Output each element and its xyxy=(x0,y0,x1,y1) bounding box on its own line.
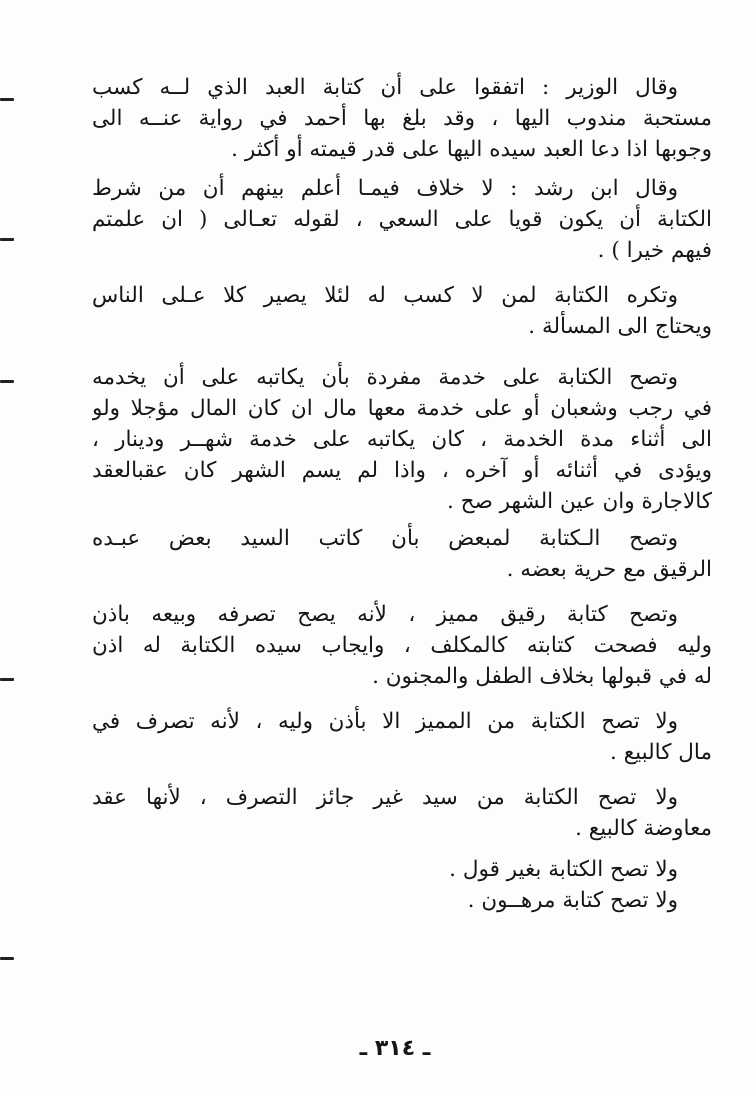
margin-mark xyxy=(0,98,14,101)
text-line: في رجب وشعبان أو على خدمة معها مال ان كان المال مؤجلا ولو xyxy=(92,396,712,421)
text-line: الى أثناء مدة الخدمة ، كان يكاتبه على خدمة شهــر ودينار ، xyxy=(92,427,712,452)
margin-mark xyxy=(0,238,14,241)
margin-mark xyxy=(0,957,14,960)
text-line: الرقيق مع حرية بعضه . xyxy=(506,557,712,582)
text-line: وتصح الـكتابة لمبعض بأن كاتب السيد بعض عبـده xyxy=(92,526,678,551)
margin-mark xyxy=(0,380,14,383)
text-line: ويحتاج الى المسألة . xyxy=(528,314,712,339)
text-line: ولا تصح الكتابة من المميز الا بأذن وليه ، لأنه تصرف في xyxy=(92,709,678,734)
text-line: وليه فصحت كتابته كالمكلف ، وايجاب سيده الكتابة له اذن xyxy=(92,633,712,658)
text-line: وقال ابن رشد : لا خلاف فيمـا أعلم بينهم أن من شرط xyxy=(92,176,678,201)
text-line: ولا تصح الكتابة من سيد غير جائز التصرف ، لأنها عقد xyxy=(92,785,678,810)
text-line: الكتابة أن يكون قويا على السعي ، لقوله تعـالى ( ان علمتم xyxy=(92,207,712,232)
text-line: وتصح كتابة رقيق مميز ، لأنه يصح تصرفه وبيعه باذن xyxy=(92,602,678,627)
paragraph-sayyid xyxy=(92,782,712,844)
paragraph-ibn-rushd xyxy=(92,173,712,266)
text-line: كالاجارة وان عين الشهر صح . xyxy=(447,489,712,514)
text-line: له في قبولها بخلاف الطفل والمجنون . xyxy=(372,664,712,689)
text-line: وتكره الكتابة لمن لا كسب له لئلا يصير كلا عـلى الناس xyxy=(92,283,678,308)
text-line: فيهم خيرا ) . xyxy=(597,238,712,263)
paragraph-closing xyxy=(92,854,712,916)
text-line: وجوبها اذا دعا العبد سيده اليها على قدر قيمته أو أكثر . xyxy=(231,137,712,162)
paragraph-makruh xyxy=(92,280,712,342)
paragraph-mubaad xyxy=(92,523,712,585)
paragraph-bi-idhn xyxy=(92,706,712,768)
text-line: معاوضة كالبيع . xyxy=(575,816,712,841)
text-line: وتصح الكتابة على خدمة مفردة بأن يكاتبه على أن يخدمه xyxy=(92,365,678,390)
paragraph-wazir xyxy=(92,72,712,165)
text-line: مال كالبيع . xyxy=(610,740,712,765)
page-body-text xyxy=(92,72,712,916)
text-line: وقال الوزير : اتفقوا على أن كتابة العبد الذي لــه كسب xyxy=(92,75,678,100)
page-number: ـ ٣١٤ ـ xyxy=(359,1036,431,1061)
text-line: مستحبة مندوب اليها ، وقد بلغ بها أحمد في رواية عنــه الى xyxy=(92,106,712,131)
text-line: ويؤدى في أثنائه أو آخره ، واذا لم يسم الشهر كان عقبالعقد xyxy=(92,458,712,483)
text-line: ولا تصح كتابة مرهــون . xyxy=(467,888,678,913)
paragraph-khidma xyxy=(92,362,712,517)
margin-mark xyxy=(0,678,14,681)
text-line: ولا تصح الكتابة بغير قول . xyxy=(449,857,678,882)
paragraph-mumayyiz xyxy=(92,599,712,692)
